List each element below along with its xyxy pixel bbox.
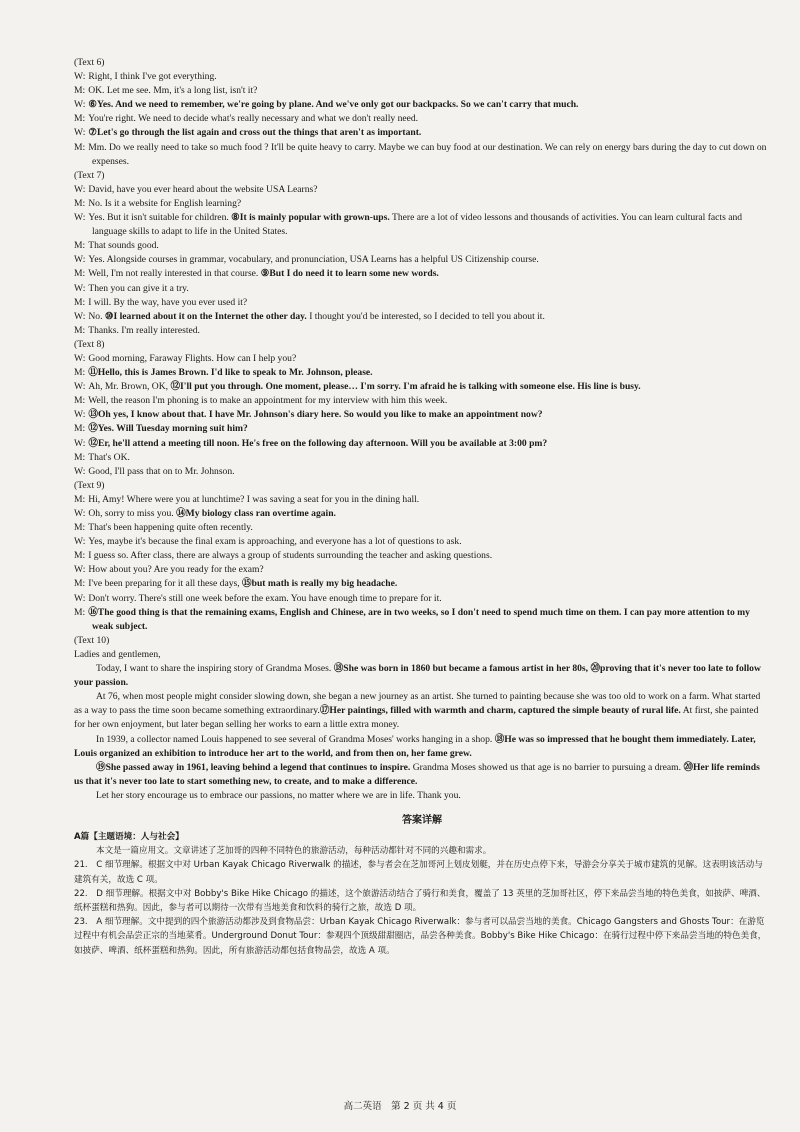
text9-section bbox=[74, 479, 770, 634]
speaker-label: M: bbox=[74, 550, 86, 562]
text6-heading: (Text 6) bbox=[74, 57, 105, 68]
dialogue-line bbox=[74, 84, 770, 98]
speaker-label: W: bbox=[74, 310, 86, 322]
answer-item-21: 21. C 细节理解。根据文中对 Urban Kayak Chicago Riverwalk 的描述，参与者会在芝加哥河上划皮划艇，并在历史点停下来，导游会分享关于城市建筑的见解。这表明该活动与建筑有关，故选 C 项。 bbox=[74, 860, 763, 885]
speech-text: Let her story encourage us to embrace our passions, no matter where we are in life. Thank you. bbox=[96, 789, 461, 801]
speaker-label: M: bbox=[74, 395, 86, 407]
text10-paragraphs bbox=[74, 662, 770, 803]
speaker-label: M: bbox=[74, 423, 86, 435]
answer-key-sentence: ⑲She passed away in 1961, leaving behind a legend that continues to inspire. bbox=[96, 761, 411, 773]
text10-greeting: Ladies and gentlemen, bbox=[74, 648, 161, 660]
dialogue-text: Yes. Alongside courses in grammar, vocabulary, and pronunciation, USA Learns has a helpful US Citizenship course. bbox=[88, 254, 539, 266]
speaker-label: W: bbox=[74, 212, 86, 224]
dialogue-text: Well, the reason I'm phoning is to make an appointment for my interview with him this week. bbox=[88, 395, 448, 407]
dialogue-line bbox=[74, 126, 770, 140]
answer-key-sentence: ⑫I'll put you through. One moment, please… I'm sorry. I'm afraid he is talking with someone else. His line is busy. bbox=[170, 381, 641, 393]
dialogue-text: I thought you'd be interested, so I decided to tell you about it. bbox=[306, 310, 545, 322]
text7-section bbox=[74, 169, 770, 338]
speaker-label: M: bbox=[74, 141, 86, 153]
answer-key-sentence: ⑬Oh yes, I know about that. I have Mr. Johnson's diary here. So would you like to make an appointment now? bbox=[88, 409, 543, 421]
dialogue-line bbox=[74, 282, 770, 296]
answer-item-23: 23. A 细节理解。文中提到的四个旅游活动都涉及到食物品尝：Urban Kayak Chicago Riverwalk：参与者可以品尝当地的美食。Chicago Gangsters and Ghosts Tour：在游览过程中有机会品尝正宗的当地菜肴。Underground Donut Tour：参观四个顶级甜甜圈店，品尝各种美食。Bobby's Bike Hike Chicago：在骑行过程中停下来品尝当地的特色美食，如披萨、啤酒、纸杯蛋糕和热狗。因此，所有旅游活动都包括食物品尝，故选 A 项。 bbox=[74, 917, 767, 956]
dialogue-text: ⑥Yes. And we need to remember, we're going by plane. And we've only got our backpacks. So we can't carry that much. bbox=[88, 99, 579, 111]
dialogue-text: Thanks. I'm really interested. bbox=[88, 324, 200, 336]
speaker-label: W: bbox=[74, 564, 86, 576]
speaker-label: M: bbox=[74, 296, 86, 308]
text8-section bbox=[74, 338, 770, 479]
dialogue-line bbox=[74, 98, 770, 112]
answer-item-22: 22. D 细节理解。根据文中对 Bobby's Bike Hike Chicago 的描述，这个旅游活动结合了骑行和美食，覆盖了 13 英里的芝加哥社区，停下来品尝当地的特色美食，如披萨、啤酒、纸杯蛋糕和热狗。因此，参与者可以期待一次带有当地美食和饮料的骑行之旅，故选 D 项。 bbox=[74, 888, 766, 913]
answers-section-heading: A篇【主题语境：人与社会】 bbox=[74, 831, 184, 842]
answer-key-sentence: ⑯The good thing is that the remaining exams, English and Chinese, are in two weeks, so I don't need to spend much time on them. I can pay more attention to my weak subject. bbox=[88, 606, 750, 632]
speaker-label: W: bbox=[74, 352, 86, 364]
dialogue-line bbox=[74, 465, 770, 479]
speech-paragraph bbox=[74, 733, 770, 761]
answers-title: 答案详解 bbox=[402, 814, 442, 826]
text8-lines bbox=[74, 352, 770, 479]
speaker-label: M: bbox=[74, 113, 86, 125]
dialogue-line bbox=[74, 535, 770, 549]
speaker-label: W: bbox=[74, 409, 86, 421]
dialogue-line bbox=[74, 183, 770, 197]
speech-text: At 76, when most people might consider slowing down, she began a new journey as an artist. She turned to painting because she was too old to work on a farm. What started as a way to pass the time soon became something extraordinary. bbox=[74, 691, 761, 717]
dialogue-text: Yes. But it isn't suitable for children. bbox=[88, 212, 232, 224]
speaker-label: M: bbox=[74, 240, 86, 252]
speech-paragraph bbox=[74, 690, 770, 732]
dialogue-text: How about you? Are you ready for the exam? bbox=[88, 564, 264, 576]
dialogue-text: No. bbox=[88, 310, 105, 322]
speech-text: At first, she painted for her own enjoyment, but later began selling her works to earn a little extra money. bbox=[74, 705, 759, 731]
dialogue-line bbox=[74, 549, 770, 563]
answer-key-sentence: ⑪Hello, this is James Brown. I'd like to speak to Mr. Johnson, please. bbox=[88, 367, 373, 379]
dialogue-text: Mm. Do we really need to take so much food ? It'll be quite heavy to carry. Maybe we can buy food at our destination. We can rely on energy bars during the day to cut down on expenses. bbox=[88, 141, 767, 167]
dialogue-text: Yes, maybe it's because the final exam is approaching, and everyone has a lot of questions to ask. bbox=[88, 536, 462, 548]
speaker-label: M: bbox=[74, 85, 86, 97]
dialogue-line bbox=[74, 563, 770, 577]
dialogue-line bbox=[74, 197, 770, 211]
dialogue-line bbox=[74, 606, 770, 634]
speaker-label: W: bbox=[74, 465, 86, 477]
speaker-label: M: bbox=[74, 578, 86, 590]
speaker-label: W: bbox=[74, 381, 86, 393]
speaker-label: W: bbox=[74, 592, 86, 604]
speaker-label: W: bbox=[74, 254, 86, 266]
dialogue-line bbox=[74, 310, 770, 324]
dialogue-text: Then you can give it a try. bbox=[88, 282, 189, 294]
dialogue-line bbox=[74, 324, 770, 338]
dialogue-line bbox=[74, 380, 770, 394]
dialogue-line bbox=[74, 451, 770, 465]
speaker-label: M: bbox=[74, 268, 86, 280]
speech-paragraph bbox=[74, 789, 770, 803]
dialogue-line bbox=[74, 70, 770, 84]
dialogue-text: Right, I think I've got everything. bbox=[88, 71, 217, 83]
speech-text: Today, I want to share the inspiring story of Grandma Moses. bbox=[96, 663, 334, 675]
dialogue-text: Don't worry. There's still one week before the exam. You have enough time to prepare for it. bbox=[88, 592, 442, 604]
answer-key-sentence: ⑫Er, he'll attend a meeting till noon. He's free on the following day afternoon. Will you be available at 3:00 pm? bbox=[88, 437, 548, 449]
dialogue-line bbox=[74, 112, 770, 126]
dialogue-text: That's been happening quite often recently. bbox=[88, 522, 253, 534]
answer-key-sentence: ⑧It is mainly popular with grown-ups. bbox=[231, 212, 390, 224]
dialogue-text: There are a lot of video lessons and thousands of activities. You can learn cultural facts and language skills to adapt to life in the United States. bbox=[92, 212, 743, 238]
answers-intro: 本文是一篇应用文。文章讲述了芝加哥的四种不同特色的旅游活动，每种活动都针对不同的兴趣和需求。 bbox=[96, 846, 492, 857]
dialogue-text: I've been preparing for it all these days, bbox=[88, 578, 243, 590]
dialogue-text: Good, I'll pass that on to Mr. Johnson. bbox=[88, 465, 235, 477]
text7-lines bbox=[74, 183, 770, 338]
text8-heading: (Text 8) bbox=[74, 338, 105, 350]
answer-key-sentence: ⑩I learned about it on the Internet the other day. bbox=[104, 310, 307, 322]
speaker-label: M: bbox=[74, 197, 86, 209]
answer-key-sentence: ⑮but math is really my big headache. bbox=[242, 578, 398, 590]
dialogue-text: No. Is it a website for English learning? bbox=[88, 197, 242, 209]
speaker-label: W: bbox=[74, 508, 86, 519]
dialogue-text: I will. By the way, have you ever used it? bbox=[88, 296, 248, 308]
answer-key-sentence: ⑭My biology class ran overtime again. bbox=[176, 508, 336, 519]
speaker-label: W: bbox=[74, 282, 86, 294]
dialogue-text: Well, I'm not really interested in that course. bbox=[88, 268, 261, 280]
text10-section bbox=[74, 634, 770, 803]
dialogue-line bbox=[74, 211, 770, 239]
speaker-label: W: bbox=[74, 127, 86, 139]
dialogue-line bbox=[74, 493, 770, 507]
speech-text: Grandma Moses showed us that age is no barrier to pursuing a dream. bbox=[410, 761, 684, 773]
speaker-label: M: bbox=[74, 367, 86, 379]
answer-key-sentence: ⑱She was born in 1860 but became a famous artist in her 80s, ⑳proving that it's never too late to follow your passion. bbox=[74, 663, 761, 689]
dialogue-line bbox=[74, 408, 770, 422]
dialogue-text: OK. Let me see. Mm, it's a long list, isn't it? bbox=[88, 85, 258, 97]
dialogue-line bbox=[74, 394, 770, 408]
dialogue-line bbox=[74, 521, 770, 535]
dialogue-text: David, have you ever heard about the website USA Learns? bbox=[88, 183, 318, 195]
dialogue-text: Hi, Amy! Where were you at lunchtime? I was saving a seat for you in the dining hall. bbox=[88, 493, 420, 505]
answers-section bbox=[74, 811, 770, 958]
text10-heading: (Text 10) bbox=[74, 634, 110, 646]
page-footer: 高二英语 第 2 页 共 4 页 bbox=[343, 1101, 457, 1112]
speaker-label: W: bbox=[74, 183, 86, 195]
speaker-label: M: bbox=[74, 493, 86, 505]
speaker-label: M: bbox=[74, 522, 86, 534]
answer-key-sentence: ⑱He was so impressed that he bought them immediately. Later, Louis organized an exhibition to introduce her art to the world, and from then on, her fame grew. bbox=[74, 733, 756, 759]
speech-text: In 1939, a collector named Louis happened to see several of Grandma Moses' works hanging in a shop. bbox=[96, 733, 495, 745]
dialogue-text: ⑦Let's go through the list again and cross out the things that aren't as important. bbox=[88, 127, 422, 139]
dialogue-line bbox=[74, 577, 770, 591]
text9-heading: (Text 9) bbox=[74, 479, 105, 491]
dialogue-line bbox=[74, 267, 770, 281]
dialogue-text: You're right. We need to decide what's really necessary and what we don't really need. bbox=[88, 113, 419, 125]
speaker-label: W: bbox=[74, 71, 86, 83]
dialogue-line bbox=[74, 352, 770, 366]
text6-section bbox=[74, 56, 770, 169]
text7-heading: (Text 7) bbox=[74, 169, 105, 181]
dialogue-text: Good morning, Faraway Flights. How can I help you? bbox=[88, 352, 297, 364]
speaker-label: M: bbox=[74, 451, 86, 463]
answer-key-sentence: ⑫Yes. Will Tuesday morning suit him? bbox=[88, 423, 248, 435]
speaker-label: M: bbox=[74, 606, 86, 618]
dialogue-line bbox=[74, 141, 770, 169]
dialogue-line bbox=[74, 592, 770, 606]
dialogue-line bbox=[74, 296, 770, 310]
dialogue-line bbox=[74, 239, 770, 253]
dialogue-line bbox=[74, 437, 770, 451]
dialogue-text: That sounds good. bbox=[88, 240, 159, 252]
dialogue-text: I guess so. After class, there are always a group of students surrounding the teacher and asking questions. bbox=[88, 550, 493, 562]
speaker-label: W: bbox=[74, 99, 86, 111]
speaker-label: W: bbox=[74, 536, 86, 548]
speaker-label: W: bbox=[74, 437, 86, 449]
dialogue-line bbox=[74, 366, 770, 380]
speaker-label: M: bbox=[74, 324, 86, 336]
dialogue-line bbox=[74, 422, 770, 436]
speech-paragraph bbox=[74, 662, 770, 690]
text6-lines bbox=[74, 70, 770, 169]
dialogue-text: Oh, sorry to miss you. bbox=[88, 508, 177, 519]
text9-lines bbox=[74, 493, 770, 634]
dialogue-text: Ah, Mr. Brown, OK, bbox=[88, 381, 171, 393]
speech-paragraph bbox=[74, 761, 770, 789]
answer-key-sentence: ⑰Her paintings, filled with warmth and charm, captured the simple beauty of rural life. bbox=[319, 705, 681, 717]
dialogue-text: That's OK. bbox=[88, 451, 130, 463]
dialogue-line bbox=[74, 253, 770, 267]
answer-key-sentence: ⑨But I do need it to learn some new words. bbox=[260, 268, 439, 280]
answer-key-sentence: ⑳Her life reminds us that it's never too late to start something new, to create, and to make a difference. bbox=[74, 761, 760, 787]
dialogue-line bbox=[74, 507, 770, 521]
